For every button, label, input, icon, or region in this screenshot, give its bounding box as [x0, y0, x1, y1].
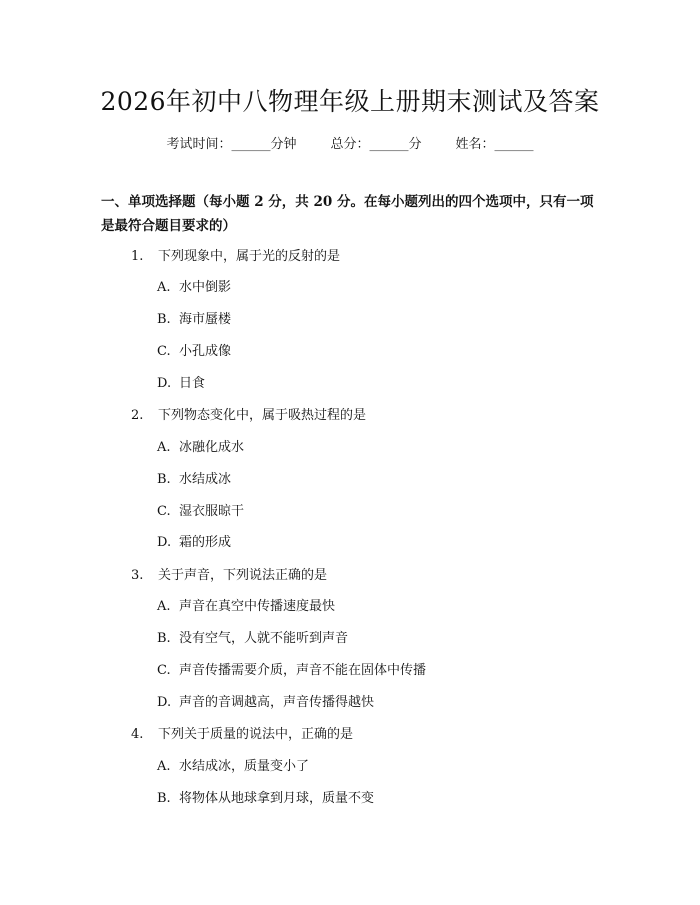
question-number: 3. — [131, 568, 144, 583]
question-4 — [131, 723, 353, 742]
option-letter: A. — [157, 280, 171, 295]
option-text: 将物体从地球拿到月球，质量不变 — [179, 791, 375, 806]
exam-info-line — [0, 133, 700, 152]
score-unit: 分 — [408, 137, 422, 152]
question-4-option-b — [157, 787, 374, 806]
option-text: 湿衣服晾干 — [179, 504, 245, 519]
option-letter: B. — [157, 791, 171, 806]
question-1-option-c — [157, 340, 231, 359]
option-letter: A. — [157, 759, 171, 774]
time-unit: 分钟 — [270, 137, 297, 152]
question-2-option-a — [157, 436, 244, 455]
option-letter: A. — [157, 440, 171, 455]
option-letter: D. — [157, 695, 172, 710]
option-letter: C. — [157, 663, 171, 678]
question-number: 1. — [131, 249, 144, 264]
question-3-option-c — [157, 659, 426, 678]
question-3-option-a — [157, 595, 335, 614]
option-letter: D. — [157, 535, 172, 550]
option-text: 日食 — [179, 376, 206, 391]
question-2-option-d — [157, 531, 231, 550]
option-letter: B. — [157, 472, 171, 487]
option-letter: C. — [157, 344, 171, 359]
option-text: 声音的音调越高，声音传播得越快 — [179, 695, 375, 710]
question-3 — [131, 564, 327, 583]
question-2-option-c — [157, 500, 244, 519]
option-letter: B. — [157, 631, 171, 646]
option-text: 海市蜃楼 — [179, 312, 232, 327]
question-text: 关于声音，下列说法正确的是 — [158, 568, 328, 583]
section-heading: 一、单项选择题（每小题 2 分，共 20 分。在每小题列出的四个选项中，只有一项是最符合题目要求的） — [101, 194, 594, 234]
option-letter: D. — [157, 376, 172, 391]
option-letter: A. — [157, 599, 171, 614]
question-number: 4. — [131, 727, 144, 742]
option-text: 没有空气，人就不能听到声音 — [179, 631, 349, 646]
time-label: 考试时间： — [166, 137, 232, 152]
option-text: 水结成冰，质量变小了 — [179, 759, 310, 774]
page-title: 2026年初中八物理年级上册期末测试及答案 — [100, 87, 600, 116]
question-text: 下列物态变化中，属于吸热过程的是 — [158, 408, 367, 423]
option-text: 冰融化成水 — [179, 440, 245, 455]
option-letter: C. — [157, 504, 171, 519]
question-1-option-d — [157, 372, 205, 391]
question-text: 下列现象中，属于光的反射的是 — [158, 249, 341, 264]
question-4-option-a — [157, 755, 309, 774]
option-text: 小孔成像 — [179, 344, 232, 359]
question-1 — [131, 245, 340, 264]
name-label: 姓名： — [455, 137, 495, 152]
question-1-option-b — [157, 308, 231, 327]
option-text: 水中倒影 — [179, 280, 232, 295]
question-3-option-b — [157, 627, 348, 646]
option-text: 声音传播需要介质，声音不能在固体中传播 — [179, 663, 427, 678]
question-1-option-a — [157, 276, 231, 295]
option-text: 霜的形成 — [179, 535, 232, 550]
score-blank: ______ — [369, 137, 409, 152]
question-3-option-d — [157, 691, 374, 710]
name-blank: ______ — [494, 137, 534, 152]
time-blank: ______ — [231, 137, 271, 152]
question-2-option-b — [157, 468, 231, 487]
option-letter: B. — [157, 312, 171, 327]
option-text: 声音在真空中传播速度最快 — [179, 599, 336, 614]
option-text: 水结成冰 — [179, 472, 232, 487]
question-2 — [131, 404, 366, 423]
score-label: 总分： — [330, 137, 370, 152]
question-number: 2. — [131, 408, 144, 423]
question-text: 下列关于质量的说法中，正确的是 — [158, 727, 354, 742]
